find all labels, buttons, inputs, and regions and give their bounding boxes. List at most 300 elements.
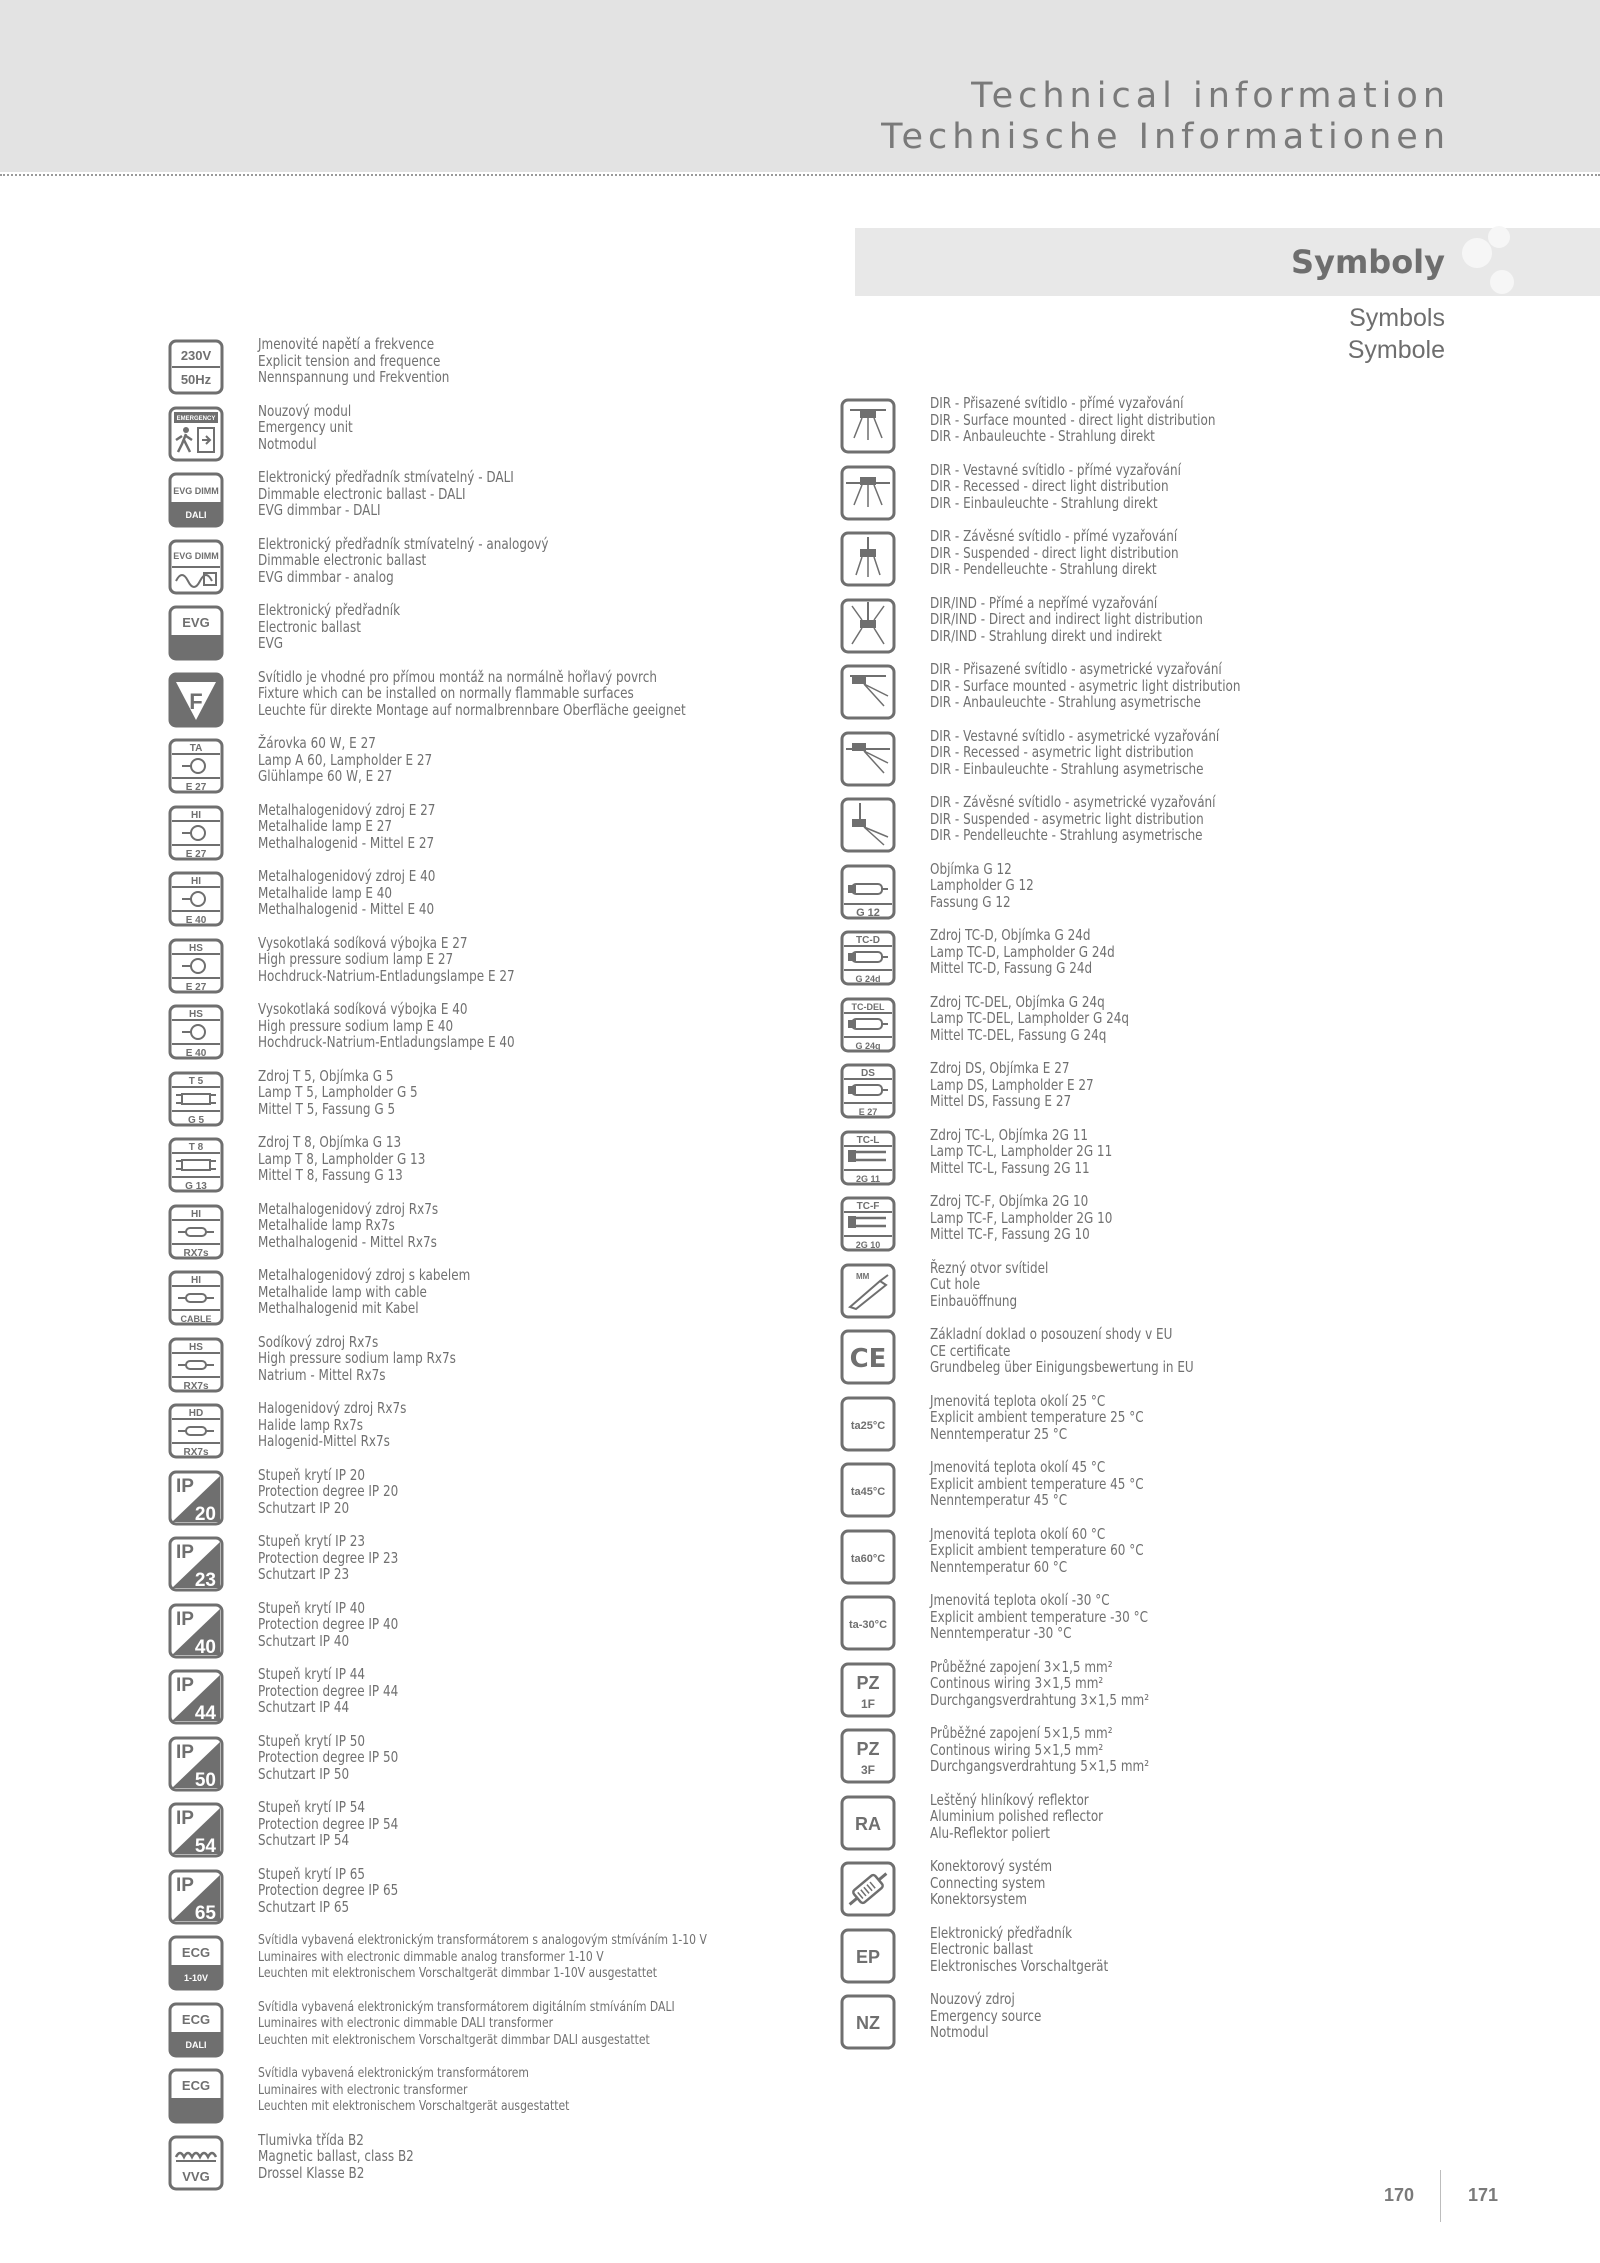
description-cz: Zdroj TC-L, Objímka 2G 11 [930, 1125, 1088, 1144]
symbol-description [258, 1467, 398, 1517]
symbol-description [930, 1459, 1144, 1509]
pz-1f-icon [840, 1662, 896, 1718]
ds-e27-icon [840, 1063, 896, 1119]
description-cz: Stupeň krytí IP 40 [258, 1598, 366, 1617]
description-de: DIR - Pendelleuchte - Strahlung direkt [930, 560, 1157, 578]
description-cz: DIR - Přisazené svítidlo - asymetrické vyzařování [930, 660, 1222, 678]
description-en: Protection degree IP 20 [258, 1482, 399, 1500]
description-de: EVG dimmbar - analog [258, 567, 394, 586]
description-de: Natrium - Mittel Rx7s [258, 1365, 386, 1384]
symbol-description [930, 794, 1216, 844]
description-de: Schutzart IP 40 [258, 1631, 350, 1650]
description-cz: Metalhalogenidový zdroj E 40 [258, 867, 436, 885]
symbol-description [258, 1533, 398, 1583]
symbol-description [930, 1792, 1103, 1842]
description-en: Lamp T 5, Lampholder G 5 [258, 1083, 418, 1101]
description-cz: Stupeň krytí IP 54 [258, 1798, 366, 1816]
description-de: Grundbeleg über Einigungsbewertung in EU [930, 1358, 1194, 1376]
description-en: DIR - Suspended - asymetric light distribution [930, 809, 1204, 828]
description-de: EVG dimmbar - DALI [258, 501, 381, 519]
description-cz: Svítidla vybavená elektronickým transformátorem digitálním stmíváním DALI [258, 1998, 675, 2015]
ta60-icon [840, 1529, 896, 1585]
symbol-description [258, 2065, 569, 2115]
description-en: Metalhalide lamp Rx7s [258, 1216, 395, 1234]
description-en: Continous wiring 3×1,5 mm² [930, 1674, 1104, 1692]
description-en: Emergency unit [258, 418, 353, 436]
symbol-description [258, 336, 449, 386]
description-en: Emergency source [930, 2006, 1042, 2025]
icon-label: CABLE [180, 1314, 212, 1324]
description-de: Leuchten mit elektronischem Vorschaltgerät dimmbar DALI ausgestattet [258, 2031, 650, 2048]
description-cz: Průběžné zapojení 5×1,5 mm² [930, 1724, 1113, 1742]
emergency-icon [168, 406, 224, 462]
description-en: Metalhalide lamp with cable [258, 1282, 427, 1301]
lamp-hi-cable-icon [168, 1270, 224, 1326]
description-de: Leuchten mit elektronischem Vorschaltgerät dimmbar 1-10V ausgestattet [258, 1965, 657, 1981]
icon-label: 40 [194, 1636, 216, 1658]
symbol-description [258, 1733, 398, 1783]
icon-label: TC-D [856, 935, 880, 946]
icon-label: E 40 [185, 915, 207, 926]
description-cz: Zdroj TC-D, Objímka G 24d [930, 926, 1091, 944]
description-de: DIR - Pendelleuchte - Strahlung asymetrische [930, 826, 1203, 844]
symbol-description [930, 395, 1215, 445]
description-de: Drossel Klasse B2 [258, 2163, 365, 2182]
ip40-icon [168, 1603, 224, 1659]
symbol-description [930, 1725, 1149, 1775]
description-en: Explicit ambient temperature 60 °C [930, 1541, 1144, 1559]
icon-label: 1-10V [183, 1973, 209, 1983]
description-de: Alu-Reflektor poliert [930, 1823, 1050, 1842]
icon-label: ECG [181, 1945, 211, 1960]
lamp-hi-e27-icon [168, 805, 224, 861]
description-en: DIR - Surface mounted - asymetric light distribution [930, 676, 1241, 695]
ecg-dali-icon [168, 2002, 224, 2058]
band-dot-decoration [1462, 238, 1492, 268]
page-number-left: 170 [1384, 2185, 1415, 2205]
description-cz: Zdroj TC-F, Objímka 2G 10 [930, 1192, 1089, 1210]
band-dot-decoration [1490, 270, 1514, 294]
description-de: Schutzart IP 54 [258, 1831, 350, 1849]
description-cz: Metalhalogenidový zdroj Rx7s [258, 1199, 439, 1218]
description-cz: Zdroj DS, Objímka E 27 [930, 1059, 1070, 1077]
symbol-description [258, 1068, 418, 1118]
lamp-hi-rx7s-icon [168, 1204, 224, 1260]
icon-label: HI [191, 809, 201, 821]
icon-label: G 24q [855, 1040, 881, 1051]
description-de: Methalhalogenid - Mittel E 27 [258, 833, 435, 852]
description-de: Notmodul [258, 434, 317, 453]
icon-label: DALI [185, 510, 207, 520]
nz-icon [840, 1994, 896, 2050]
description-de: Notmodul [930, 2023, 989, 2041]
icon-label: RX7s [183, 1380, 209, 1392]
ecg-analog-icon [168, 1935, 224, 1991]
ra-icon [840, 1795, 896, 1851]
tc-l-icon [840, 1130, 896, 1186]
description-de: Methalhalogenid mit Kabel [258, 1299, 419, 1317]
icon-label: ta-30°C [848, 1619, 888, 1631]
tc-f-icon [840, 1196, 896, 1252]
symbol-description [258, 669, 686, 719]
description-cz: Elektronický předřadník stmívatelný - DALI [258, 468, 514, 486]
icon-label: PZ [856, 1739, 880, 1759]
description-cz: Stupeň krytí IP 50 [258, 1731, 366, 1750]
description-cz: Stupeň krytí IP 65 [258, 1864, 366, 1883]
description-en: Luminaires with electronic dimmable DALI transformer [258, 2015, 554, 2031]
description-en: Protection degree IP 40 [258, 1615, 399, 1633]
description-en: Magnetic ballast, class B2 [258, 2147, 414, 2165]
icon-label: EVG DIMM [173, 550, 219, 561]
dir-surface-direct-icon [840, 398, 896, 454]
description-de: Mittel DS, Fassung E 27 [930, 1092, 1072, 1110]
symbol-description [258, 1999, 675, 2049]
description-en: Explicit ambient temperature 25 °C [930, 1408, 1144, 1426]
symbol-description [930, 728, 1219, 778]
symbol-description [258, 1001, 515, 1051]
symbol-description [258, 1134, 425, 1184]
icon-label: TC-F [856, 1201, 880, 1212]
description-de: Hochdruck-Natrium-Entladungslampe E 27 [258, 966, 515, 985]
symbol-description [930, 1127, 1112, 1177]
description-de: Mittel T 5, Fassung G 5 [258, 1099, 396, 1118]
symbol-description [930, 1393, 1144, 1443]
icon-label: RA [855, 1813, 881, 1834]
description-de: Halogenid-Mittel Rx7s [258, 1432, 390, 1450]
icon-label: IP [176, 1808, 194, 1829]
description-de: Schutzart IP 50 [258, 1764, 350, 1783]
ta25-icon [840, 1396, 896, 1452]
lamp-hs-rx7s-icon [168, 1337, 224, 1393]
description-de: Mittel TC-DEL, Fassung G 24q [930, 1025, 1107, 1044]
symbol-description [258, 735, 432, 785]
symbol-description [930, 661, 1240, 711]
symbol-description [258, 1799, 398, 1849]
ip54-icon [168, 1802, 224, 1858]
icon-label: ta25°C [850, 1419, 886, 1432]
description-cz: Svítidla vybavená elektronickým transformátorem s analogovým stmíváním 1-10 V [258, 1932, 707, 1948]
description-cz: Nouzový modul [258, 401, 352, 420]
f-mark-icon [168, 672, 224, 728]
description-de: Mittel T 8, Fassung G 13 [258, 1166, 403, 1184]
description-en: Electronic ballast [258, 617, 361, 636]
icon-label: MM [856, 1271, 870, 1281]
description-cz: DIR/IND - Přímé a nepřímé vyzařování [930, 593, 1158, 612]
description-cz: Objímka G 12 [930, 859, 1012, 878]
section-title: Symboly [1291, 243, 1445, 281]
symbol-description [930, 1991, 1041, 2041]
icon-label: G 12 [856, 906, 880, 919]
description-cz: Svítidlo je vhodné pro přímou montáž na normálně hořlavý povrch [258, 667, 657, 686]
symbol-description [258, 1600, 398, 1650]
icon-label: ta60°C [850, 1552, 886, 1565]
symbol-description [930, 595, 1203, 645]
description-en: Protection degree IP 65 [258, 1881, 399, 1899]
icon-label: PZ [856, 1672, 880, 1693]
description-en: Luminaires with electronic transformer [258, 2081, 468, 2098]
description-de: Nennspannung und Frekvention [258, 368, 450, 386]
icon-label: EMERGENCY [176, 415, 216, 422]
description-en: DIR - Surface mounted - direct light distribution [930, 410, 1216, 429]
description-en: CE certificate [930, 1341, 1011, 1360]
icon-label: G 13 [185, 1181, 207, 1192]
holder-g12-icon [840, 864, 896, 920]
icon-label: HI [191, 1275, 201, 1286]
band-dot-decoration [1488, 226, 1510, 248]
symbol-description [258, 536, 549, 586]
section-subtitle-en: Symbols [1349, 304, 1445, 332]
symbol-description [930, 1858, 1052, 1908]
dir-recessed-direct-icon [840, 465, 896, 521]
icon-label: 230V [180, 348, 212, 363]
icon-label: IP [176, 1608, 194, 1630]
lamp-hi-e40-icon [168, 871, 224, 927]
description-cz: Sodíkový zdroj Rx7s [258, 1332, 379, 1351]
description-cz: Jmenovitá teplota okolí 60 °C [930, 1524, 1106, 1543]
icon-label: T 8 [188, 1142, 204, 1153]
description-de: Methalhalogenid - Mittel Rx7s [258, 1232, 437, 1251]
icon-label: HS [189, 1009, 203, 1020]
icon-label: EVG [182, 615, 210, 630]
symbol-description [930, 1193, 1112, 1243]
description-en: Aluminium polished reflector [930, 1807, 1104, 1825]
description-en: Luminaires with electronic dimmable analog transformer 1-10 V [258, 1948, 604, 1965]
description-en: Lamp A 60, Lampholder E 27 [258, 750, 433, 769]
icon-label: TC-L [856, 1134, 880, 1146]
icon-label: 23 [194, 1570, 216, 1591]
description-cz: Metalhalogenidový zdroj s kabelem [258, 1266, 471, 1284]
icon-label: E 27 [185, 981, 207, 993]
description-en: High pressure sodium lamp E 40 [258, 1016, 454, 1035]
description-cz: DIR - Závěsné svítidlo - asymetrické vyzařování [930, 793, 1216, 811]
symbol-description [258, 1666, 398, 1716]
description-en: Halide lamp Rx7s [258, 1415, 363, 1434]
icon-label: TA [189, 743, 203, 754]
description-de: Schutzart IP 23 [258, 1565, 350, 1583]
description-en: High pressure sodium lamp E 27 [258, 950, 454, 968]
symbol-description [930, 927, 1115, 977]
description-de: Nenntemperatur 60 °C [930, 1557, 1068, 1576]
description-cz: Základní doklad o posouzení shody v EU [930, 1325, 1173, 1343]
cut-hole-icon [840, 1263, 896, 1319]
symbol-description [930, 462, 1181, 512]
symbol-description [258, 403, 353, 453]
icon-label: HI [191, 876, 201, 887]
description-de: Einbauöffnung [930, 1291, 1018, 1310]
icon-label: TC-DEL [851, 1001, 885, 1012]
voltage-icon [168, 339, 224, 395]
description-en: Lamp DS, Lampholder E 27 [930, 1075, 1094, 1094]
description-de: Mittel TC-L, Fassung 2G 11 [930, 1158, 1090, 1177]
icon-label: IP [176, 1874, 194, 1896]
description-en: Lamp T 8, Lampholder G 13 [258, 1149, 426, 1168]
symbol-description [258, 1400, 406, 1450]
icon-label: 65 [194, 1902, 216, 1924]
description-de: Schutzart IP 20 [258, 1498, 350, 1517]
icon-label: 54 [194, 1836, 216, 1857]
description-cz: Elektronický předřadník stmívatelný - analogový [258, 534, 549, 553]
description-cz: Průběžné zapojení 3×1,5 mm² [930, 1657, 1113, 1676]
description-en: Explicit ambient temperature 45 °C [930, 1474, 1144, 1493]
description-cz: Žárovka 60 W, E 27 [258, 734, 376, 752]
ip20-icon [168, 1470, 224, 1526]
description-cz: Jmenovitá teplota okolí 25 °C [930, 1391, 1106, 1410]
ip23-icon [168, 1536, 224, 1592]
icon-label: 44 [194, 1703, 216, 1724]
description-cz: Stupeň krytí IP 44 [258, 1665, 366, 1683]
symbol-description [930, 1526, 1144, 1576]
icon-label: HI [191, 1208, 201, 1220]
dir-suspended-asym-icon [840, 797, 896, 853]
tc-d-icon [840, 930, 896, 986]
tc-del-icon [840, 997, 896, 1053]
description-en: DIR - Recessed - direct light distribution [930, 477, 1169, 495]
description-en: Lamp TC-F, Lampholder 2G 10 [930, 1208, 1113, 1227]
description-en: Protection degree IP 54 [258, 1814, 399, 1833]
icon-label: EP [855, 1946, 881, 1967]
description-cz: Halogenidový zdroj Rx7s [258, 1399, 407, 1417]
header-divider [0, 174, 1600, 176]
description-cz: Řezný otvor svítidel [930, 1258, 1049, 1277]
icon-label: RX7s [183, 1247, 209, 1259]
ip44-icon [168, 1669, 224, 1725]
vvg-icon [168, 2135, 224, 2191]
description-cz: Jmenovité napětí a frekvence [258, 335, 435, 353]
icon-label: HD [188, 1408, 204, 1419]
description-en: DIR - Recessed - asymetric light distribution [930, 743, 1194, 761]
description-de: Hochdruck-Natrium-Entladungslampe E 40 [258, 1033, 515, 1051]
description-en: High pressure sodium lamp Rx7s [258, 1349, 456, 1367]
ta45-icon [840, 1462, 896, 1518]
description-en: Fixture which can be installed on normally flammable surfaces [258, 684, 634, 702]
description-de: Nenntemperatur 25 °C [930, 1424, 1068, 1443]
symbol-description [930, 528, 1179, 578]
description-cz: Svítidla vybavená elektronickým transformátorem [258, 2065, 529, 2081]
tube-t8-icon [168, 1137, 224, 1193]
icon-label: ECG [181, 2078, 211, 2093]
description-en: Metalhalide lamp E 27 [258, 817, 393, 835]
description-de: DIR - Einbauleuchte - Strahlung asymetrische [930, 759, 1204, 778]
icon-label: CE [849, 1344, 887, 1374]
icon-label: 2G 11 [855, 1173, 881, 1184]
lamp-hs-e27-icon [168, 938, 224, 994]
description-de: Leuchten mit elektronischem Vorschaltgerät ausgestattet [258, 2098, 570, 2114]
symbol-description [930, 1260, 1048, 1310]
page-number-right: 171 [1468, 2185, 1499, 2205]
symbol-description [258, 802, 435, 852]
ip65-icon [168, 1869, 224, 1925]
icon-label: IP [176, 1741, 194, 1763]
evg-dimm-dali-icon [168, 472, 224, 528]
description-cz: DIR - Závěsné svítidlo - přímé vyzařování [930, 527, 1178, 545]
section-subtitle-de: Symbole [1347, 336, 1445, 364]
symbol-description [258, 1932, 707, 1982]
evg-dimm-analog-icon [168, 539, 224, 595]
icon-label: F [189, 688, 203, 714]
icon-label: 20 [194, 1503, 216, 1525]
icon-label: 50 [194, 1769, 216, 1791]
icon-label: IP [176, 1475, 194, 1497]
icon-label: ECG [181, 2011, 211, 2027]
page-number-separator [1440, 2170, 1441, 2222]
description-en: Protection degree IP 23 [258, 1548, 399, 1567]
icon-label: E 27 [185, 782, 207, 793]
description-en: Explicit ambient temperature -30 °C [930, 1607, 1148, 1626]
description-cz: Zdroj T 8, Objímka G 13 [258, 1133, 402, 1151]
symbol-description [930, 994, 1129, 1044]
symbol-description [930, 1925, 1108, 1975]
description-en: Dimmable electronic ballast [258, 551, 427, 569]
symbol-description [258, 1201, 438, 1251]
icon-label: VVG [182, 2168, 210, 2184]
description-cz: Stupeň krytí IP 23 [258, 1532, 366, 1550]
description-de: Nenntemperatur -30 °C [930, 1624, 1072, 1642]
symbol-description [258, 469, 514, 519]
description-de: Fassung G 12 [930, 892, 1011, 911]
description-de: Durchgangsverdrahtung 3×1,5 mm² [930, 1690, 1150, 1709]
pz-3f-icon [840, 1728, 896, 1784]
symbol-description [258, 2132, 414, 2182]
icon-label: 2G 10 [855, 1240, 881, 1250]
icon-label: E 40 [185, 1048, 207, 1059]
connector-icon [840, 1861, 896, 1917]
description-de: DIR - Anbauleuchte - Strahlung asymetrische [930, 693, 1201, 711]
icon-label: G 24d [855, 974, 881, 984]
description-cz: DIR - Vestavné svítidlo - přímé vyzařování [930, 460, 1181, 479]
icon-label: IP [176, 1542, 194, 1563]
description-en: DIR/IND - Direct and indirect light distribution [930, 610, 1203, 628]
icon-label: NZ [856, 2013, 880, 2033]
description-de: DIR/IND - Strahlung direkt und indirekt [930, 626, 1162, 645]
description-cz: Leštěný hliníkový reflektor [930, 1790, 1089, 1809]
description-en: Lamp TC-DEL, Lampholder G 24q [930, 1009, 1130, 1027]
ce-mark-icon [840, 1329, 896, 1385]
symbol-description [258, 1334, 456, 1384]
description-en: Metalhalide lamp E 40 [258, 883, 393, 902]
icon-label: DS [861, 1068, 875, 1079]
description-de: DIR - Einbauleuchte - Strahlung direkt [930, 493, 1158, 512]
lamp-hd-rx7s-icon [168, 1403, 224, 1459]
dir-suspended-direct-icon [840, 531, 896, 587]
dir-recessed-asym-icon [840, 731, 896, 787]
icon-label: E 27 [185, 848, 207, 860]
description-cz: Nouzový zdroj [930, 1990, 1015, 2008]
description-en: Connecting system [930, 1873, 1046, 1892]
description-de: Schutzart IP 44 [258, 1698, 350, 1716]
symbol-description [258, 868, 435, 918]
description-cz: DIR - Přisazené svítidlo - přímé vyzařování [930, 394, 1184, 412]
description-en: Dimmable electronic ballast - DALI [258, 484, 466, 503]
ecg-icon [168, 2068, 224, 2124]
header-title-de: Technische Informationen [881, 117, 1450, 157]
description-cz: DIR - Vestavné svítidlo - asymetrické vyzařování [930, 726, 1220, 745]
icon-label: 3F [860, 1763, 876, 1777]
description-de: Elektronisches Vorschaltgerät [930, 1956, 1109, 1975]
icon-label: IP [176, 1675, 194, 1696]
icon-label: E 27 [858, 1107, 878, 1117]
description-de: Glühlampe 60 W, E 27 [258, 767, 393, 785]
symbol-description [930, 1592, 1148, 1642]
description-en: Continous wiring 5×1,5 mm² [930, 1740, 1104, 1759]
description-de: EVG [258, 634, 284, 652]
description-cz: Metalhalogenidový zdroj E 27 [258, 800, 436, 819]
description-en: DIR - Suspended - direct light distribution [930, 543, 1179, 562]
description-de: Durchgangsverdrahtung 5×1,5 mm² [930, 1757, 1150, 1775]
description-cz: Elektronický předřadník [930, 1923, 1073, 1942]
icon-label: ta45°C [850, 1486, 886, 1498]
description-cz: Zdroj TC-DEL, Objímka G 24q [930, 992, 1105, 1011]
description-de: Konektorsystem [930, 1890, 1027, 1908]
